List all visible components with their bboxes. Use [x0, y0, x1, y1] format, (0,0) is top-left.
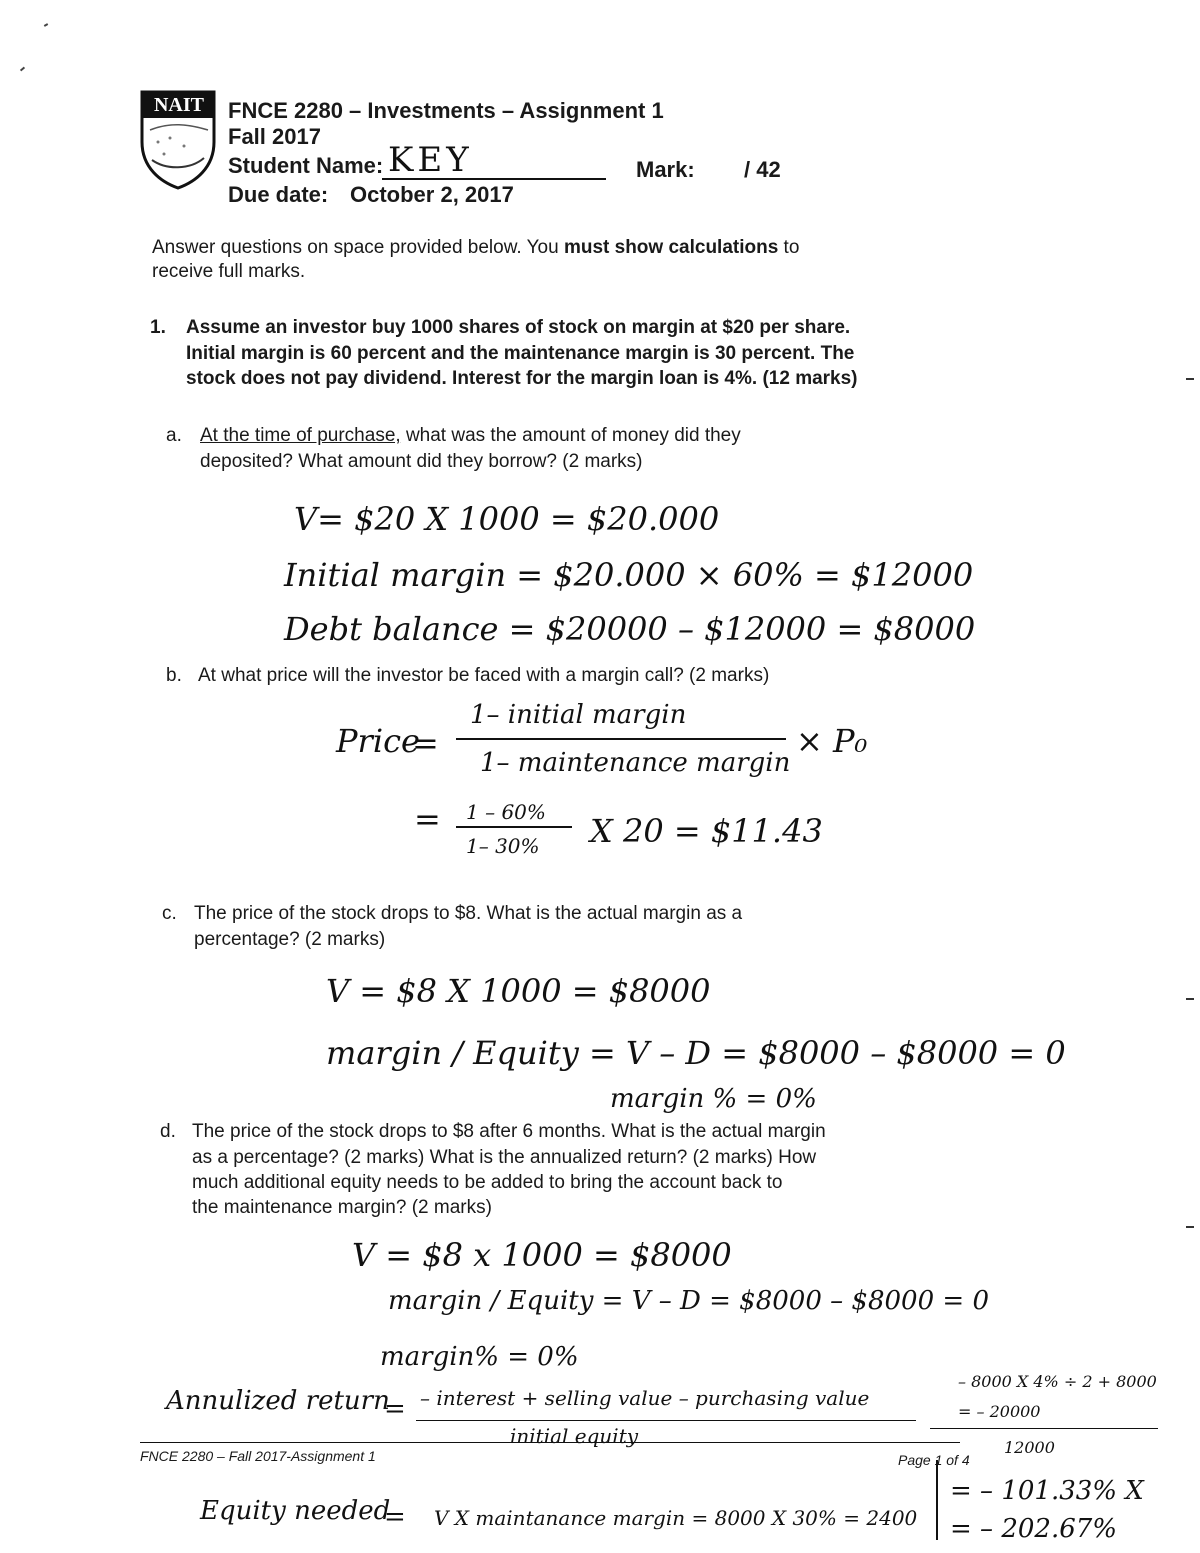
- part-b-result: X 20 = $11.43: [590, 812, 823, 850]
- part-a-line2: deposited? What amount did they borrow? (2 marks): [200, 451, 643, 472]
- side-calc-2: = – 20000: [958, 1402, 1041, 1421]
- question-line: stock does not pay dividend. Interest for the margin loan is 4%. (12 marks): [186, 368, 858, 389]
- logo-text: NAIT: [153, 94, 204, 116]
- result-1: = – 101.33% X: [950, 1476, 1144, 1506]
- mark-value: / 42: [744, 157, 781, 182]
- scan-tick: [1186, 378, 1194, 380]
- scan-tick: [1186, 1226, 1194, 1228]
- instructions-line2: receive full marks.: [152, 261, 306, 282]
- part-c-hw-1: V = $8 X 1000 = $8000: [326, 972, 711, 1010]
- equity-needed-label: Equity needed: [200, 1496, 391, 1526]
- part-a-underlined: At the time of purchase,: [200, 425, 401, 446]
- part-d-hw-2: margin / Equity = V – D = $8000 – $8000 = 0: [388, 1286, 989, 1316]
- part-b-fraction-bar: [456, 738, 786, 740]
- part-d-line: as a percentage? (2 marks) What is the annualized return? (2 marks) How: [192, 1147, 817, 1168]
- side-calc-1: – 8000 X 4% ÷ 2 + 8000: [958, 1372, 1157, 1391]
- scan-speck: [20, 67, 25, 72]
- part-c-line2: percentage? (2 marks): [194, 929, 386, 950]
- part-a-line1: [200, 424, 741, 448]
- annualized-return-numerator: – interest + selling value – purchasing value: [420, 1386, 870, 1410]
- part-d-line: The price of the stock drops to $8 after 6 months. What is the actual margin: [192, 1121, 826, 1142]
- question-number: 1.: [150, 317, 166, 338]
- instructions-line1: [152, 236, 799, 260]
- course-title: FNCE 2280 – Investments – Assignment 1: [228, 98, 664, 123]
- part-d-hw-3: margin% = 0%: [380, 1342, 579, 1372]
- part-d-hw-1: V = $8 x 1000 = $8000: [352, 1236, 732, 1274]
- student-name-underline: [382, 178, 606, 180]
- annualized-return-denominator: initial equity: [510, 1424, 639, 1448]
- side-calc-bar: [930, 1428, 1158, 1429]
- part-a-rest: what was the amount of money did they: [400, 425, 741, 446]
- part-d-line: the maintenance margin? (2 marks): [192, 1197, 492, 1218]
- part-b-price: Price: [336, 722, 420, 760]
- part-d-letter: d.: [160, 1121, 176, 1142]
- result-divider: [936, 1460, 938, 1540]
- due-date-value: October 2, 2017: [350, 182, 514, 207]
- student-name-label: Student Name:: [228, 153, 384, 178]
- student-name-value: KEY: [388, 140, 473, 180]
- annualized-return-eq: =: [384, 1394, 406, 1424]
- part-c-line1: The price of the stock drops to $8. What is the actual margin as a: [194, 903, 743, 924]
- part-b-fraction-bar2: [456, 826, 572, 828]
- annualized-return-label: Annulized return: [166, 1386, 390, 1416]
- footer-rule: [140, 1442, 960, 1443]
- result-2: = – 202.67%: [950, 1514, 1117, 1544]
- part-b-eq: =: [412, 724, 439, 762]
- part-b-letter: b.: [166, 665, 182, 686]
- part-c-hw-2: margin / Equity = V – D = $8000 – $8000 = 0: [326, 1034, 1066, 1072]
- annualized-return-bar: [416, 1420, 916, 1421]
- part-a-letter: a.: [166, 425, 182, 446]
- part-b-denominator: 1– maintenance margin: [480, 748, 791, 778]
- part-b-p0: × P₀: [796, 722, 868, 760]
- instructions-bold: must show calculations: [563, 237, 779, 258]
- footer-right: Page 1 of 4: [898, 1452, 970, 1468]
- part-b-numerator2: 1 – 60%: [466, 800, 546, 824]
- part-b-text: At what price will the investor be faced with a margin call? (2 marks): [198, 665, 770, 686]
- part-c-letter: c.: [162, 903, 177, 924]
- equity-needed-eq: =: [384, 1502, 406, 1532]
- part-c-hw-3: margin % = 0%: [610, 1084, 817, 1114]
- due-date-label: Due date:: [228, 182, 329, 207]
- question-line: Assume an investor buy 1000 shares of stock on margin at $20 per share.: [186, 317, 851, 338]
- part-d-line: much additional equity needs to be added to bring the account back to: [192, 1172, 783, 1193]
- part-b-eq2: =: [414, 800, 441, 838]
- side-calc-3: 12000: [1004, 1438, 1055, 1457]
- instructions-post: to: [778, 237, 800, 258]
- term: Fall 2017: [228, 124, 321, 149]
- question-line: Initial margin is 60 percent and the maintenance margin is 30 percent. The: [186, 343, 855, 364]
- footer-left: FNCE 2280 – Fall 2017-Assignment 1: [140, 1448, 376, 1464]
- part-b-numerator: 1– initial margin: [470, 700, 687, 730]
- scan-speck: [44, 23, 48, 27]
- mark-label: Mark:: [636, 157, 695, 182]
- equity-needed-formula: V X maintanance margin = 8000 X 30% = 2400: [434, 1506, 918, 1530]
- part-a-hw-3: Debt balance = $20000 – $12000 = $8000: [284, 610, 976, 648]
- part-b-denominator2: 1– 30%: [466, 834, 540, 858]
- part-a-hw-2: Initial margin = $20.000 × 60% = $12000: [284, 556, 974, 594]
- part-a-hw-1: V= $20 X 1000 = $20.000: [294, 500, 720, 538]
- instructions-pre: Answer questions on space provided below. You: [152, 237, 564, 258]
- scan-tick: [1186, 998, 1194, 1000]
